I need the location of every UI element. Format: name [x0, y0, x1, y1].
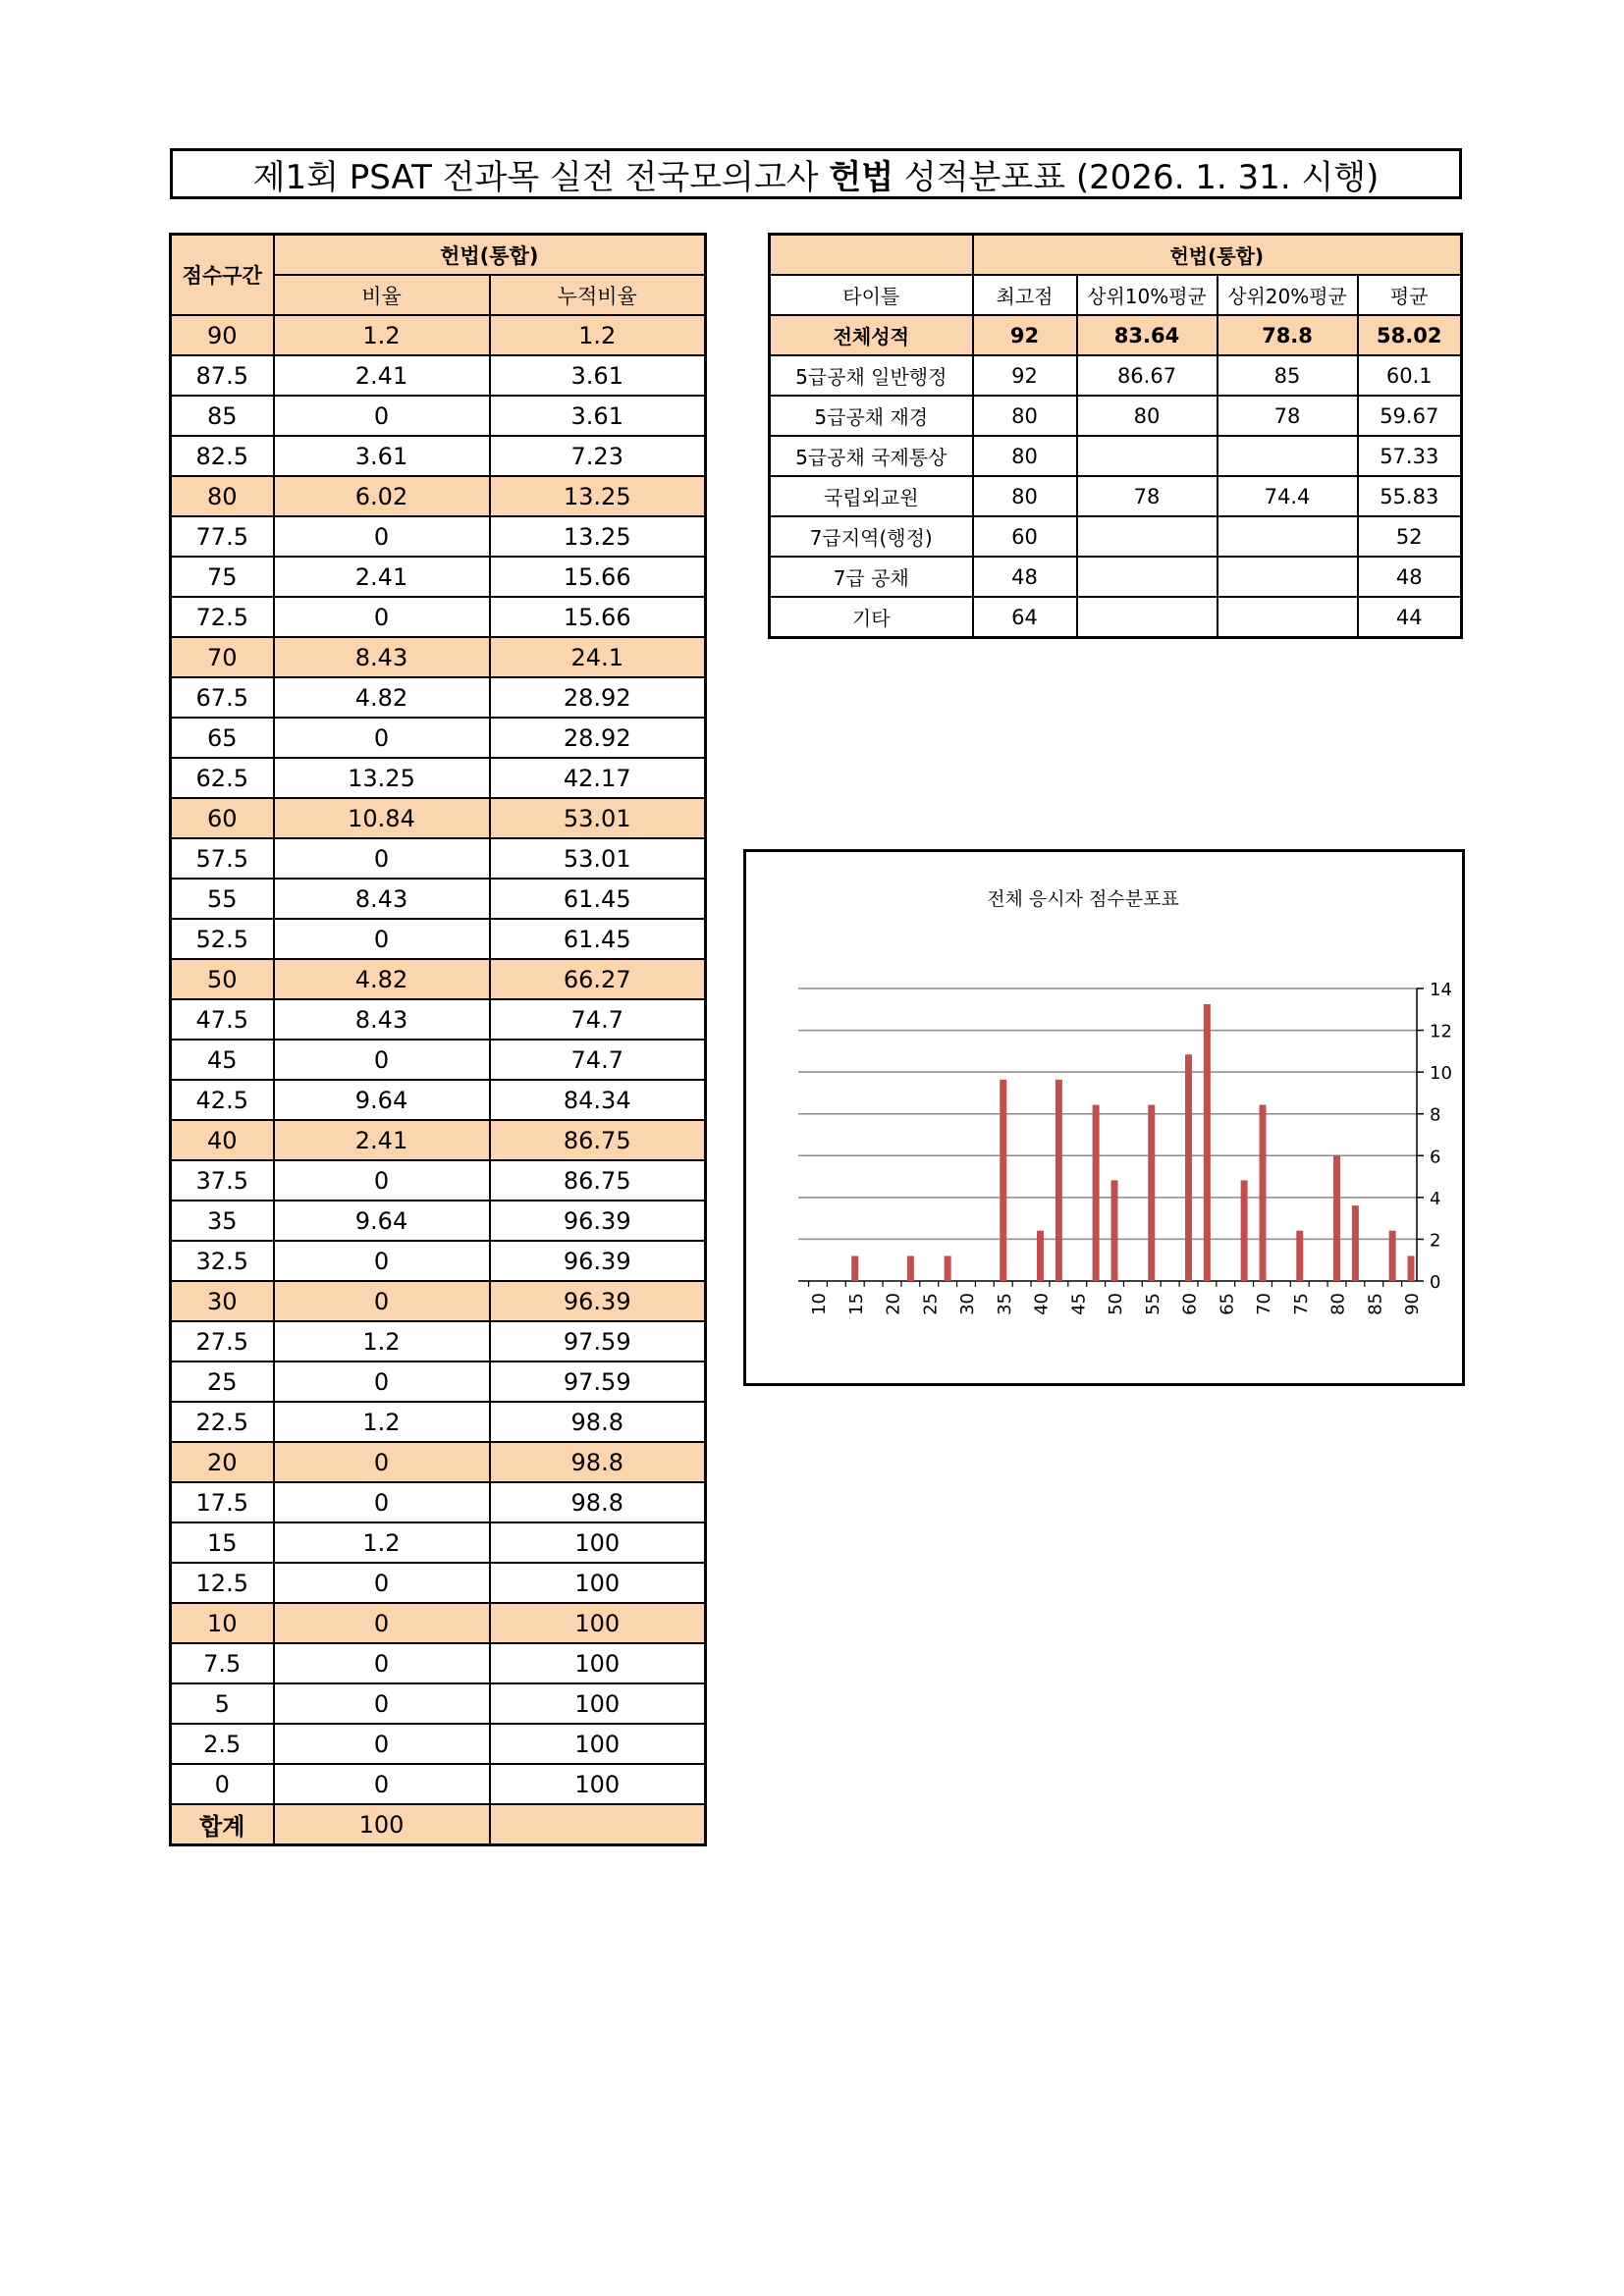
max-score-cell: 80	[973, 436, 1077, 476]
summary-title-cell: 5급공채 국제통상	[770, 436, 973, 476]
cumulative-cell: 1.2	[490, 315, 706, 355]
total-value: 100	[274, 1804, 490, 1845]
table-row	[171, 557, 706, 597]
ratio-cell: 10.84	[274, 798, 490, 838]
ratio-cell: 0	[274, 1563, 490, 1603]
y-tick-label: 2	[1430, 1230, 1441, 1252]
score-cell: 75	[171, 557, 274, 597]
cumulative-cell: 13.25	[490, 476, 706, 516]
table-row	[171, 919, 706, 959]
x-tick-label: 55	[1142, 1293, 1164, 1315]
top10-avg-cell	[1077, 516, 1218, 557]
top10-avg-cell: 83.64	[1077, 315, 1218, 355]
score-cell: 77.5	[171, 516, 274, 557]
score-cell: 20	[171, 1442, 274, 1482]
summary-title-cell: 기타	[770, 597, 973, 638]
cumulative-cell: 96.39	[490, 1281, 706, 1321]
bar	[851, 1255, 858, 1281]
cumulative-cell: 28.92	[490, 718, 706, 758]
table-row	[171, 597, 706, 637]
score-cell: 12.5	[171, 1563, 274, 1603]
summary-row	[770, 396, 1462, 436]
table-row	[171, 758, 706, 798]
table-row	[171, 1683, 706, 1724]
score-cell: 52.5	[171, 919, 274, 959]
score-cell: 55	[171, 879, 274, 919]
ratio-header: 비율	[274, 275, 490, 315]
score-cell: 7.5	[171, 1643, 274, 1683]
y-tick-label: 6	[1430, 1147, 1441, 1168]
summary-title-cell: 5급공채 일반행정	[770, 355, 973, 396]
score-cell: 50	[171, 959, 274, 999]
cumulative-cell: 98.8	[490, 1482, 706, 1522]
top20-avg-cell	[1218, 436, 1358, 476]
bar	[1389, 1231, 1396, 1281]
score-cell: 70	[171, 637, 274, 677]
y-tick-label: 12	[1430, 1021, 1452, 1042]
average-cell: 57.33	[1358, 436, 1462, 476]
top10-avg-cell: 80	[1077, 396, 1218, 436]
ratio-cell: 13.25	[274, 758, 490, 798]
score-cell: 40	[171, 1120, 274, 1160]
ratio-cell: 0	[274, 1281, 490, 1321]
score-cell: 27.5	[171, 1321, 274, 1362]
summary-row	[770, 597, 1462, 638]
score-cell: 60	[171, 798, 274, 838]
cumulative-cell: 24.1	[490, 637, 706, 677]
score-cell: 47.5	[171, 999, 274, 1040]
score-cell: 87.5	[171, 355, 274, 396]
score-distribution-chart	[743, 849, 1465, 1386]
table-row	[171, 879, 706, 919]
max-score-cell: 80	[973, 476, 1077, 516]
ratio-cell: 0	[274, 1764, 490, 1804]
ratio-cell: 0	[274, 919, 490, 959]
summary-title-cell: 전체성적	[770, 315, 973, 355]
top20-avg-cell	[1218, 597, 1358, 638]
y-tick-label: 0	[1430, 1272, 1441, 1293]
max-score-cell: 48	[973, 557, 1077, 597]
table-row	[171, 718, 706, 758]
table-row	[171, 1764, 706, 1804]
summary-col-max: 최고점	[973, 275, 1077, 315]
subject-group-header: 헌법(통합)	[274, 235, 706, 276]
ratio-cell: 0	[274, 516, 490, 557]
top20-avg-cell: 78	[1218, 396, 1358, 436]
ratio-cell: 0	[274, 1643, 490, 1683]
ratio-cell: 8.43	[274, 879, 490, 919]
bar	[1056, 1080, 1062, 1281]
summary-row	[770, 355, 1462, 396]
score-cell: 15	[171, 1522, 274, 1563]
table-row	[171, 315, 706, 355]
ratio-cell: 0	[274, 396, 490, 436]
cumulative-cell: 3.61	[490, 355, 706, 396]
x-tick-label: 65	[1217, 1293, 1238, 1315]
summary-corner	[770, 235, 973, 276]
ratio-cell: 2.41	[274, 557, 490, 597]
document-title	[170, 148, 1462, 199]
cumulative-cell: 53.01	[490, 798, 706, 838]
ratio-cell: 8.43	[274, 637, 490, 677]
x-tick-label: 60	[1179, 1293, 1201, 1315]
x-tick-label: 90	[1402, 1293, 1423, 1315]
summary-title-cell: 5급공채 재경	[770, 396, 973, 436]
x-tick-label: 20	[883, 1293, 904, 1315]
table-row	[171, 677, 706, 718]
average-cell: 60.1	[1358, 355, 1462, 396]
bar	[1185, 1054, 1192, 1281]
score-cell: 72.5	[171, 597, 274, 637]
score-cell: 5	[171, 1683, 274, 1724]
ratio-cell: 0	[274, 1442, 490, 1482]
top10-avg-cell: 78	[1077, 476, 1218, 516]
table-row	[171, 838, 706, 879]
average-cell: 48	[1358, 557, 1462, 597]
table-row	[171, 476, 706, 516]
score-cell: 80	[171, 476, 274, 516]
x-tick-label: 25	[920, 1293, 942, 1315]
title-prefix: 제1회 PSAT 전과목 실전 전국모의고사	[252, 157, 830, 197]
cumulative-cell: 61.45	[490, 919, 706, 959]
cumulative-cell: 15.66	[490, 597, 706, 637]
score-cell: 45	[171, 1040, 274, 1080]
ratio-cell: 0	[274, 1241, 490, 1281]
top10-avg-cell	[1077, 557, 1218, 597]
cumulative-cell: 86.75	[490, 1120, 706, 1160]
bar	[907, 1255, 914, 1281]
bar	[1408, 1255, 1415, 1281]
cumulative-cell: 7.23	[490, 436, 706, 476]
cumulative-cell: 3.61	[490, 396, 706, 436]
score-cell: 17.5	[171, 1482, 274, 1522]
cumulative-cell: 13.25	[490, 516, 706, 557]
ratio-cell: 4.82	[274, 959, 490, 999]
top10-avg-cell	[1077, 597, 1218, 638]
summary-table	[768, 233, 1463, 639]
ratio-cell: 1.2	[274, 315, 490, 355]
max-score-cell: 92	[973, 355, 1077, 396]
cumulative-cell: 66.27	[490, 959, 706, 999]
cumulative-cell: 15.66	[490, 557, 706, 597]
summary-col-top20: 상위20%평균	[1218, 275, 1358, 315]
score-cell: 67.5	[171, 677, 274, 718]
table-row	[171, 1402, 706, 1442]
title-suffix: 성적분포표 (2026. 1. 31. 시행)	[893, 157, 1380, 197]
bar	[1241, 1180, 1248, 1281]
max-score-cell: 60	[973, 516, 1077, 557]
x-tick-label: 15	[845, 1293, 867, 1315]
ratio-cell: 0	[274, 597, 490, 637]
cumulative-cell: 100	[490, 1683, 706, 1724]
bar	[1260, 1105, 1267, 1281]
cumulative-cell: 96.39	[490, 1241, 706, 1281]
score-cell: 37.5	[171, 1160, 274, 1201]
table-row	[171, 1040, 706, 1080]
cumulative-cell: 53.01	[490, 838, 706, 879]
score-cell: 0	[171, 1764, 274, 1804]
table-row	[171, 798, 706, 838]
ratio-cell: 9.64	[274, 1201, 490, 1241]
cumulative-cell: 97.59	[490, 1321, 706, 1362]
ratio-cell: 8.43	[274, 999, 490, 1040]
ratio-cell: 1.2	[274, 1402, 490, 1442]
cumulative-cell: 86.75	[490, 1160, 706, 1201]
bar	[1333, 1155, 1340, 1281]
total-empty	[490, 1804, 706, 1845]
cumulative-cell: 96.39	[490, 1201, 706, 1241]
cumulative-cell: 98.8	[490, 1442, 706, 1482]
ratio-cell: 0	[274, 1040, 490, 1080]
summary-col-avg: 평균	[1358, 275, 1462, 315]
bar	[1037, 1231, 1044, 1281]
table-row	[171, 396, 706, 436]
top10-avg-cell: 86.67	[1077, 355, 1218, 396]
score-cell: 62.5	[171, 758, 274, 798]
cumulative-cell: 84.34	[490, 1080, 706, 1120]
x-tick-label: 10	[809, 1293, 830, 1315]
table-row	[171, 1080, 706, 1120]
score-cell: 90	[171, 315, 274, 355]
x-tick-label: 80	[1327, 1293, 1349, 1315]
bar	[1111, 1180, 1118, 1281]
table-row	[171, 999, 706, 1040]
score-cell: 22.5	[171, 1402, 274, 1442]
cumulative-cell: 97.59	[490, 1362, 706, 1402]
summary-title-cell: 7급 공채	[770, 557, 973, 597]
cumulative-cell: 100	[490, 1724, 706, 1764]
table-row	[171, 1281, 706, 1321]
ratio-cell: 1.2	[274, 1321, 490, 1362]
summary-col-title: 타이틀	[770, 275, 973, 315]
max-score-cell: 92	[973, 315, 1077, 355]
ratio-cell: 9.64	[274, 1080, 490, 1120]
ratio-cell: 4.82	[274, 677, 490, 718]
table-row	[171, 516, 706, 557]
table-row	[171, 1442, 706, 1482]
cumulative-cell: 100	[490, 1643, 706, 1683]
ratio-cell: 0	[274, 1683, 490, 1724]
x-tick-label: 70	[1254, 1293, 1274, 1315]
total-label: 합계	[171, 1804, 274, 1845]
score-distribution-table	[169, 233, 707, 1846]
top20-avg-cell: 74.4	[1218, 476, 1358, 516]
table-row	[171, 1563, 706, 1603]
table-row	[171, 1643, 706, 1683]
ratio-cell: 0	[274, 838, 490, 879]
table-row	[171, 959, 706, 999]
x-tick-label: 50	[1106, 1293, 1126, 1315]
bar	[945, 1255, 951, 1281]
max-score-cell: 64	[973, 597, 1077, 638]
bar	[1000, 1080, 1006, 1281]
table-row	[171, 1522, 706, 1563]
x-tick-label: 75	[1290, 1293, 1312, 1315]
x-tick-label: 30	[957, 1293, 978, 1315]
x-tick-label: 85	[1365, 1293, 1386, 1315]
table-row	[171, 355, 706, 396]
table-row	[171, 436, 706, 476]
score-cell: 57.5	[171, 838, 274, 879]
top20-avg-cell: 85	[1218, 355, 1358, 396]
score-cell: 42.5	[171, 1080, 274, 1120]
cumulative-cell: 100	[490, 1563, 706, 1603]
cumulative-cell: 100	[490, 1603, 706, 1643]
x-tick-label: 45	[1068, 1293, 1090, 1315]
score-cell: 35	[171, 1201, 274, 1241]
average-cell: 44	[1358, 597, 1462, 638]
summary-row	[770, 476, 1462, 516]
summary-title-cell: 7급지역(행정)	[770, 516, 973, 557]
average-cell: 59.67	[1358, 396, 1462, 436]
cumulative-header: 누적비율	[490, 275, 706, 315]
score-cell: 25	[171, 1362, 274, 1402]
score-cell: 85	[171, 396, 274, 436]
score-cell: 32.5	[171, 1241, 274, 1281]
x-tick-label: 40	[1031, 1293, 1053, 1315]
cumulative-cell: 74.7	[490, 999, 706, 1040]
average-cell: 58.02	[1358, 315, 1462, 355]
summary-group-header: 헌법(통합)	[973, 235, 1462, 276]
summary-title-cell: 국립외교원	[770, 476, 973, 516]
max-score-cell: 80	[973, 396, 1077, 436]
ratio-cell: 1.2	[274, 1522, 490, 1563]
table-row	[171, 1482, 706, 1522]
score-cell: 65	[171, 718, 274, 758]
y-tick-label: 4	[1430, 1188, 1441, 1209]
top20-avg-cell: 78.8	[1218, 315, 1358, 355]
score-cell: 10	[171, 1603, 274, 1643]
table-row	[171, 1241, 706, 1281]
ratio-cell: 2.41	[274, 355, 490, 396]
chart-canvas	[746, 852, 1462, 1383]
title-subject: 헌법	[829, 157, 894, 197]
bar	[1352, 1205, 1359, 1281]
table-row	[171, 1603, 706, 1643]
score-cell: 2.5	[171, 1724, 274, 1764]
cumulative-cell: 100	[490, 1764, 706, 1804]
ratio-cell: 0	[274, 1482, 490, 1522]
x-tick-label: 35	[994, 1293, 1015, 1315]
score-cell: 30	[171, 1281, 274, 1321]
table-row	[171, 1321, 706, 1362]
bar	[1093, 1105, 1100, 1281]
table-row	[171, 1362, 706, 1402]
cumulative-cell: 74.7	[490, 1040, 706, 1080]
table-row	[171, 1201, 706, 1241]
summary-row	[770, 315, 1462, 355]
y-tick-label: 10	[1430, 1063, 1452, 1085]
bar	[1204, 1004, 1211, 1281]
top10-avg-cell	[1077, 436, 1218, 476]
table-row	[171, 1160, 706, 1201]
ratio-cell: 0	[274, 1724, 490, 1764]
cumulative-cell: 100	[490, 1522, 706, 1563]
average-cell: 52	[1358, 516, 1462, 557]
table-row	[171, 1120, 706, 1160]
y-tick-label: 8	[1430, 1104, 1441, 1126]
ratio-cell: 3.61	[274, 436, 490, 476]
ratio-cell: 0	[274, 718, 490, 758]
cumulative-cell: 98.8	[490, 1402, 706, 1442]
ratio-cell: 0	[274, 1160, 490, 1201]
table-row	[171, 1724, 706, 1764]
bar	[1296, 1231, 1303, 1281]
top20-avg-cell	[1218, 516, 1358, 557]
summary-row	[770, 436, 1462, 476]
score-cell: 82.5	[171, 436, 274, 476]
ratio-cell: 2.41	[274, 1120, 490, 1160]
summary-row	[770, 557, 1462, 597]
average-cell: 55.83	[1358, 476, 1462, 516]
cumulative-cell: 28.92	[490, 677, 706, 718]
cumulative-cell: 42.17	[490, 758, 706, 798]
ratio-cell: 0	[274, 1362, 490, 1402]
cumulative-cell: 61.45	[490, 879, 706, 919]
y-tick-label: 14	[1430, 980, 1452, 1000]
total-row	[171, 1804, 706, 1845]
summary-col-top10: 상위10%평균	[1077, 275, 1218, 315]
top20-avg-cell	[1218, 557, 1358, 597]
table-row	[171, 637, 706, 677]
summary-row	[770, 516, 1462, 557]
bar	[1148, 1105, 1155, 1281]
ratio-cell: 6.02	[274, 476, 490, 516]
chart-title: 전체 응시자 점수분포표	[987, 888, 1179, 910]
ratio-cell: 0	[274, 1603, 490, 1643]
interval-header: 점수구간	[171, 235, 274, 316]
